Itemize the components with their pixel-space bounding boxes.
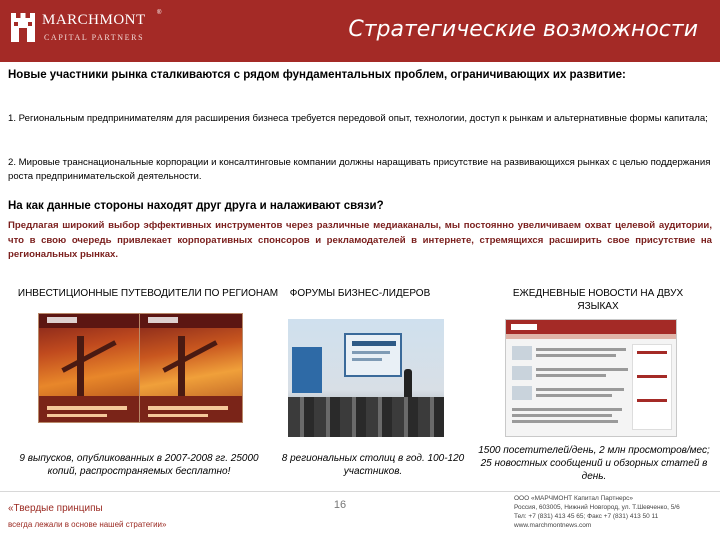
intro-text: Новые участники рынка сталкиваются с рядом фундаментальных проблем, ограничивающих их развитие: (8, 69, 626, 81)
logo-name: MARCHMONT (42, 12, 146, 28)
page-number: 16 (333, 499, 347, 511)
question-heading: На как данные стороны находят друг друга и налаживают связи? (8, 200, 384, 212)
forum-screen (344, 333, 402, 377)
company-name: ООО «МАРЧМОНТ Капитал Партнерс» (514, 495, 634, 502)
footer-contacts (514, 494, 718, 530)
marchmont-logo (10, 10, 170, 50)
forum-banner (292, 347, 322, 393)
investment-guides-title: ИНВЕСТИЦИОННЫЕ ПУТЕВОДИТЕЛИ ПО РЕГИОНАМ (17, 288, 279, 299)
business-forums-title: ФОРУМЫ БИЗНЕС-ЛИДЕРОВ (289, 288, 431, 299)
motto-line-2: всегда лежали в основе нашей стратегии» (8, 520, 167, 529)
page-title: Стратегические возможности (348, 17, 698, 42)
castle-icon (10, 12, 36, 42)
point-2: 2. Мировые транснациональные корпорации и консалтинговые компании должны наращивать присутствие на развивающихся рынках с целью поддержания роста предпринимательской деятельности. (8, 157, 711, 182)
footer-motto (8, 502, 228, 531)
business-forums-caption: 8 региональных столиц в год. 100-120 участников. (281, 453, 465, 477)
company-website: www.marchmontnews.com (514, 522, 592, 529)
footer-divider (0, 491, 720, 492)
guide-cover (139, 313, 243, 423)
forum-audience (288, 397, 444, 437)
forum-speaker (404, 369, 412, 399)
header-bar (0, 0, 720, 62)
business-forum-photo (288, 319, 444, 437)
daily-news-title: ЕЖЕДНЕВНЫЕ НОВОСТИ НА ДВУХ ЯЗЫКАХ (512, 288, 684, 312)
motto-line-1: «Твердые принципы (8, 503, 103, 514)
guide-cover (38, 313, 142, 423)
point-1: 1. Региональным предпринимателям для расширения бизнеса требуется передовой опыт, технологии, доступ к рынкам и альтернативные формы капитала; (8, 113, 708, 124)
answer-text: Предлагая широкий выбор эффективных инструментов через различные медиаканалы, мы постоянно увеличиваем охват целевой аудитории, что в свою очередь привлекает корпоративных спонсоров и рекламодателей в интернете, стремящихся расширить свое присутствие на региональных рынках. (8, 220, 712, 260)
investment-guides-image (38, 313, 243, 435)
company-phones: Тел: +7 (831) 413 45 65; Факс +7 (831) 413 50 11 (514, 513, 659, 520)
news-site-screenshot (505, 319, 677, 437)
logo-subtitle: CAPITAL PARTNERS (44, 33, 145, 42)
logo-trademark: ® (157, 10, 162, 16)
company-address: Россия, 603005, Нижний Новгород, ул. Т.Шевченко, 5/6 (514, 504, 680, 511)
daily-news-caption: 1500 посетителей/день, 2 млн просмотров/мес; 25 новостных сообщений и обзорных статей в день. (478, 445, 710, 482)
investment-guides-caption: 9 выпусков, опубликованных в 2007-2008 гг. 25000 копий, распространяемых бесплатно! (19, 453, 259, 477)
